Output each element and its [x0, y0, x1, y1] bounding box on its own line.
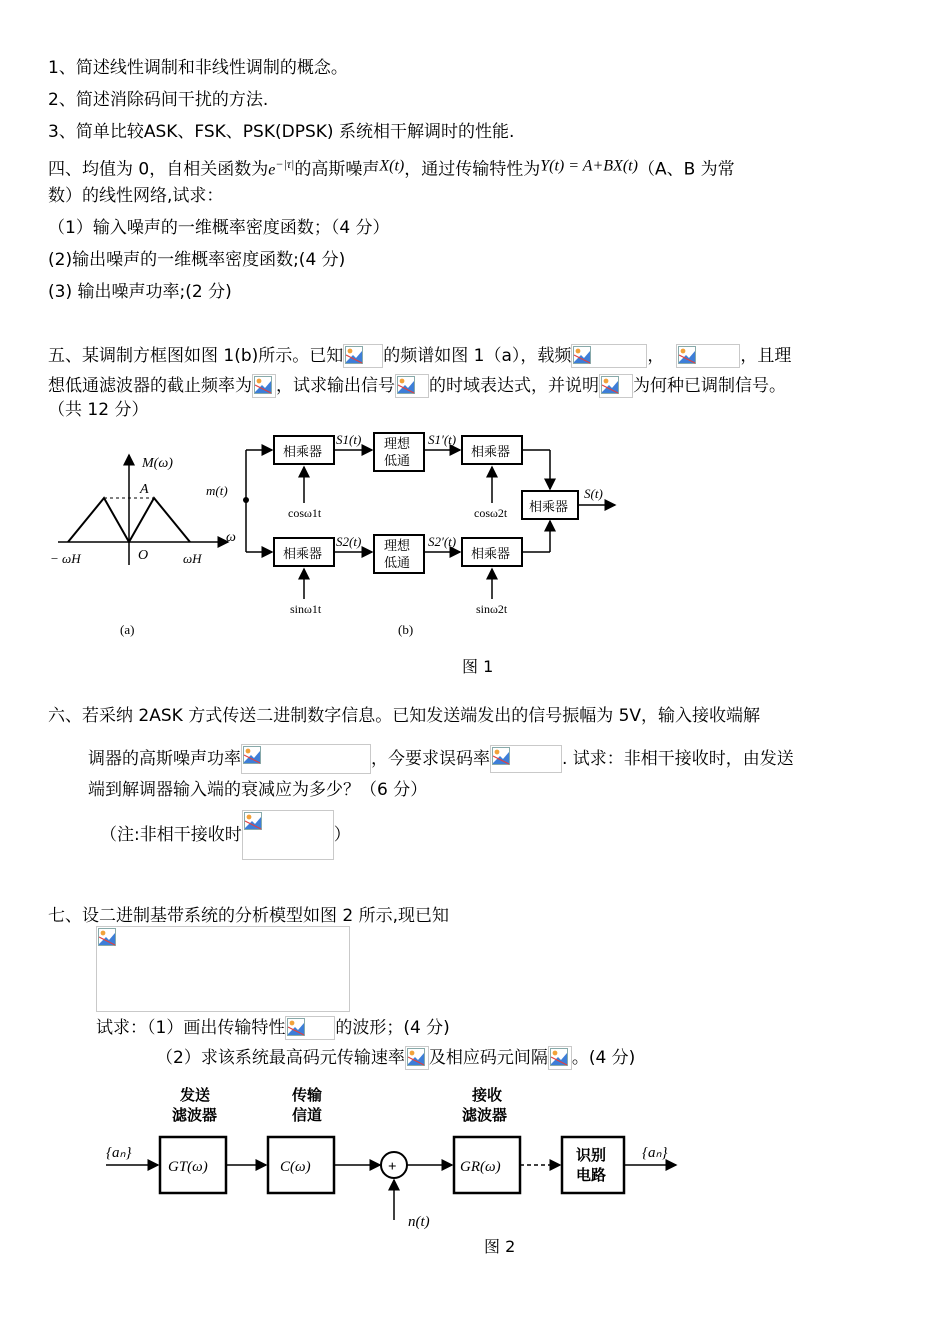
recv-filter-title-2: 滤波器: [462, 1108, 508, 1124]
broken-image-icon: [96, 926, 350, 1012]
question-4-sub-2: (2)输出噪声的一维概率密度函数;(4 分): [48, 250, 346, 270]
broken-image-icon: [676, 344, 740, 368]
output-label: S(t): [584, 486, 603, 501]
decision-title-2: 电路: [576, 1168, 607, 1184]
cos2-label: cosω2t: [474, 506, 508, 520]
question-6-note: [100, 810, 351, 860]
broken-image-icon: [252, 374, 276, 398]
question-1: 1、简述线性调制和非线性调制的概念。: [48, 58, 348, 78]
question-4-line-2: 数）的线性网络,试求：: [48, 186, 224, 206]
q7-s2-c: 。(4 分): [571, 1048, 636, 1068]
multiplier-3-label: 相乘器: [471, 444, 511, 459]
figure-1b-diagram: [206, 432, 615, 637]
multiplier-1-label: 相乘器: [283, 444, 323, 459]
spectrum-xlabel: ω: [226, 530, 236, 545]
q4-xt: X(t): [379, 157, 405, 175]
q7-s2-b: 及相应码元间隔: [428, 1048, 548, 1068]
decision-title-1: 识别: [576, 1148, 607, 1164]
broken-image-icon: [241, 744, 371, 774]
channel-label: C(ω): [280, 1159, 311, 1175]
broken-image-icon: [405, 1046, 429, 1070]
question-7-line-1: 七、设二进制基带系统的分析模型如图 2 所示,现已知: [48, 906, 450, 926]
multiplier-4-label: 相乘器: [471, 546, 511, 561]
gt-label: GT(ω): [168, 1159, 208, 1175]
s2-label: S2(t): [336, 534, 362, 549]
q5-text-a: 五、某调制方框图如图 1(b)所示。已知: [48, 346, 344, 366]
broken-image-icon: [242, 810, 334, 860]
figure-1: [40, 425, 640, 650]
sin2-label: sinω2t: [476, 602, 508, 616]
q5-text-c: ，: [647, 346, 665, 366]
question-5-line-1: [48, 344, 791, 368]
question-2: 2、简述消除码间干扰的方法.: [48, 90, 269, 110]
question-4-sub-3: (3) 输出噪声功率;(2 分): [48, 282, 232, 302]
lpf-2-line-1: 理想: [384, 538, 411, 553]
q6-text-c: . 试求：非相干接收时，由发送: [562, 749, 794, 769]
multiplier-2-label: 相乘器: [283, 546, 323, 561]
channel-title-2: 信道: [292, 1108, 323, 1124]
s1-prime-label: S1′(t): [428, 432, 457, 447]
q6-text-a: 调器的高斯噪声功率: [88, 749, 241, 769]
question-7-sub-2: [156, 1046, 635, 1070]
q5-text-e: 想低通滤波器的截止频率为: [48, 376, 252, 396]
broken-image-icon: [285, 1016, 335, 1040]
question-5-line-2: [48, 374, 786, 398]
q4-yt: Y(t) = A+BX(t): [540, 157, 638, 175]
question-7-sub-1: [96, 1016, 450, 1040]
send-filter-title-2: 滤波器: [172, 1108, 218, 1124]
channel-title-1: 传输: [292, 1088, 323, 1104]
lpf-1-line-1: 理想: [384, 436, 411, 451]
question-6-line-2: [88, 744, 794, 774]
gr-label: GR(ω): [460, 1159, 501, 1175]
output-seq-label: {aₙ}: [642, 1145, 668, 1161]
noise-label: n(t): [408, 1214, 430, 1230]
q4-text-b: 的高斯噪声: [294, 159, 380, 180]
figure-1a-tag: (a): [120, 622, 135, 637]
broken-image-icon: [343, 344, 383, 368]
sin1-label: sinω1t: [290, 602, 322, 616]
q4-exp-base: e: [268, 161, 276, 179]
figure-2-caption: 图 2: [484, 1237, 516, 1256]
q5-text-f: ，试求输出信号: [276, 376, 395, 396]
broken-image-icon: [571, 344, 647, 368]
q4-text-c: ，通过传输特性为: [404, 159, 541, 180]
broken-image-icon: [599, 374, 633, 398]
q5-text-b: 的频谱如图 1（a），载频: [383, 346, 572, 366]
q4-exp-sup: −|τ|: [275, 157, 295, 171]
spectrum-neg-tick: − ωH: [50, 551, 81, 566]
lpf-2-line-2: 低通: [384, 555, 411, 570]
q5-text-g: 的时域表达式，并说明: [429, 376, 599, 396]
send-filter-title-1: 发送: [180, 1088, 211, 1104]
q7-s1-b: 的波形；(4 分): [335, 1018, 450, 1038]
q4-text-a: 四、均值为 0，自相关函数为: [48, 159, 269, 180]
question-3: 3、简单比较ASK、FSK、PSK(DPSK) 系统相干解调时的性能.: [48, 122, 515, 142]
q4-text-d: （A、B 为常: [637, 159, 735, 180]
spectrum-pos-tick: ωH: [183, 551, 202, 566]
q6-note-b: ）: [333, 825, 351, 845]
question-6-line-3: 端到解调器输入端的衰减应为多少？（6 分）: [88, 780, 428, 800]
adder-label: +: [388, 1159, 397, 1175]
s1-label: S1(t): [336, 432, 362, 447]
lpf-1-line-2: 低通: [384, 453, 411, 468]
s2-prime-label: S2′(t): [428, 534, 457, 549]
question-4-sub-1: （1）输入噪声的一维概率密度函数；（4 分）: [48, 218, 390, 238]
multiplier-5-label: 相乘器: [529, 499, 569, 514]
figure-1-caption: 图 1: [462, 657, 494, 676]
question-4-line-1: [48, 152, 735, 183]
input-label: m(t): [206, 483, 228, 498]
recv-filter-title-1: 接收: [472, 1088, 503, 1104]
figure-2: [96, 1080, 696, 1230]
broken-image-icon: [395, 374, 429, 398]
broken-image-icon: [548, 1046, 572, 1070]
input-seq-label: {aₙ}: [106, 1145, 132, 1161]
broken-image-icon: [490, 745, 562, 773]
q6-text-b: ，今要求误码率: [371, 749, 490, 769]
cos1-label: cosω1t: [288, 506, 322, 520]
q7-s1-a: 试求：（1）画出传输特性: [96, 1018, 286, 1038]
q7-s2-a: （2）求该系统最高码元传输速率: [156, 1048, 405, 1068]
q5-text-d: ，且理: [740, 346, 792, 366]
q6-note-a: （注:非相干接收时: [100, 825, 242, 845]
question-5-line-3: （共 12 分）: [48, 400, 149, 420]
spectrum-origin: O: [138, 548, 149, 563]
spectrum-peak-label: A: [140, 482, 149, 497]
question-6-line-1: 六、若采纳 2ASK 方式传送二进制数字信息。已知发送端发出的信号振幅为 5V，输入接收端解: [48, 706, 761, 726]
spectrum-ylabel: M(ω): [142, 456, 173, 471]
q5-text-h: 为何种已调制信号。: [633, 376, 786, 396]
figure-1b-tag: (b): [398, 622, 414, 637]
